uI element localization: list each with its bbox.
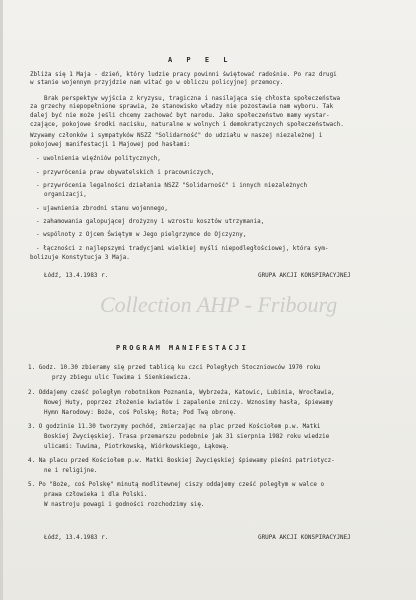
apel-bullet-cont: organizacji, [44, 192, 87, 198]
apel-line: pokojowej manifestacji 1 Majowej pod hasłami: [30, 142, 191, 148]
program-line: 1. Godz. 10.30 zbieramy się przed tablicą ku czci Poległych Stoczniowców 1970 roku [28, 365, 321, 371]
program-line: przy zbiegu ulic Tuwima i Sienkiewicza. [52, 375, 192, 381]
program-line: prawa człowieka i dla Polski. [44, 492, 148, 498]
apel-line: za grzechy niepopełnione sprawia, że stanowisko władzy nie pozostawia nam wyboru. Tak [30, 104, 334, 110]
program-signature: GRUPA AKCJI KONSPIRACYJNEJ [258, 535, 351, 541]
apel-line: w stanie wojennym przyjdzie nam witać go w obliczu policyjnej przemocy. [30, 80, 284, 86]
program-line: 2. Oddajemy cześć poległym robotnikom Poznania, Wybrzeża, Katowic, Lubinia, Wrocławia, [28, 390, 335, 396]
apel-bullet: - ujawnienia zbrodni stanu wojennego, [36, 206, 168, 212]
program-line: W nastroju powagi i godności rozchodzimy się. [44, 502, 205, 508]
apel-line: Brak perspektyw wyjścia z kryzysu, tragiczna i nasilająca się chłosta społeczeństwa [44, 96, 341, 102]
program-line: Boskiej Zwycięskiej. Trasa przemarszu podobnie jak 31 sierpnia 1982 roku wiedzie [44, 434, 330, 440]
program-line: ulicami: Tuwima, Piotrkowską, Wiórkowskiego, Łąkową. [44, 444, 230, 450]
apel-bullet: - uwolnienia więźniów politycznych, [36, 156, 161, 162]
apel-line: dalej być nie może jeśli chcemy zachować byt narodu. Jako społeczeństwo mamy wystar- [30, 113, 330, 119]
program-line: ne i religijne. [44, 468, 98, 474]
apel-bullet: - przywrócenia legalności działania NSZZ "Solidarność" i innych niezależnych [36, 183, 308, 189]
apel-bullet-cont: bolizuje Konstytucja 3 Maja. [30, 255, 130, 261]
watermark: Collection AHP - Fribourg [100, 292, 338, 317]
apel-signature: GRUPA AKCJI KONSPIRACYJNEJ [258, 273, 351, 279]
program-date: Łódź, 13.4.1983 r. [44, 535, 109, 541]
apel-bullet: - wspólnoty z Ojcem Świętym w Jego pielgrzymce do Ojczyzny, [36, 232, 247, 238]
page-edge-shadow [0, 0, 3, 600]
apel-bullet: - łączności z najlepszymi tradycjami wielkiej myśli niepodległościowej, która sym- [36, 246, 329, 252]
apel-title: A P E L [168, 56, 233, 64]
program-title: PROGRAM MANIFESTACJI [116, 344, 249, 352]
apel-bullet: - przywrócenia praw obywatelskich i pracowniczych, [36, 170, 215, 176]
program-line: 3. O godzinie 11.30 tworzymy pochód, zmierzając na plac przed Kościołem p.w. Matki [28, 424, 321, 430]
apel-line: Zbliża się 1 Maja - dzień, który ludzie pracy powinni świętować radośnie. Po raz drugi [30, 72, 337, 78]
apel-bullet: - zahamowania galopującej drożyzny i wzrostu kosztów utrzymania, [36, 219, 265, 225]
program-line: 4. Na placu przed Kościołem p.w. Matki Boskiej Zwycięskiej śpiewamy pieśni patriotycz- [28, 458, 335, 464]
apel-date: Łódź, 13.4.1983 r. [44, 273, 109, 279]
apel-line: Wzywamy członków i sympatyków NSZZ "Solidarność" do udziału w naszej niezależnej i [30, 133, 323, 139]
apel-line: czające, pokojowe środki nacisku, naturalne w wolnych i demokratycznych społeczeństwach. [30, 122, 344, 128]
program-line: Hymn Narodowy: Boże, coś Polskę; Rota; Pod Twą obronę. [44, 410, 237, 416]
program-line: 5. Po "Boże, coś Polskę" minutą modlitewnej ciszy oddajemy cześć poległym w walce o [28, 482, 325, 488]
program-line: Nowej Huty, poprzez złożenie kwiatów i zapalenie zniczy. Wznosimy hasła, śpiewamy [44, 400, 333, 406]
